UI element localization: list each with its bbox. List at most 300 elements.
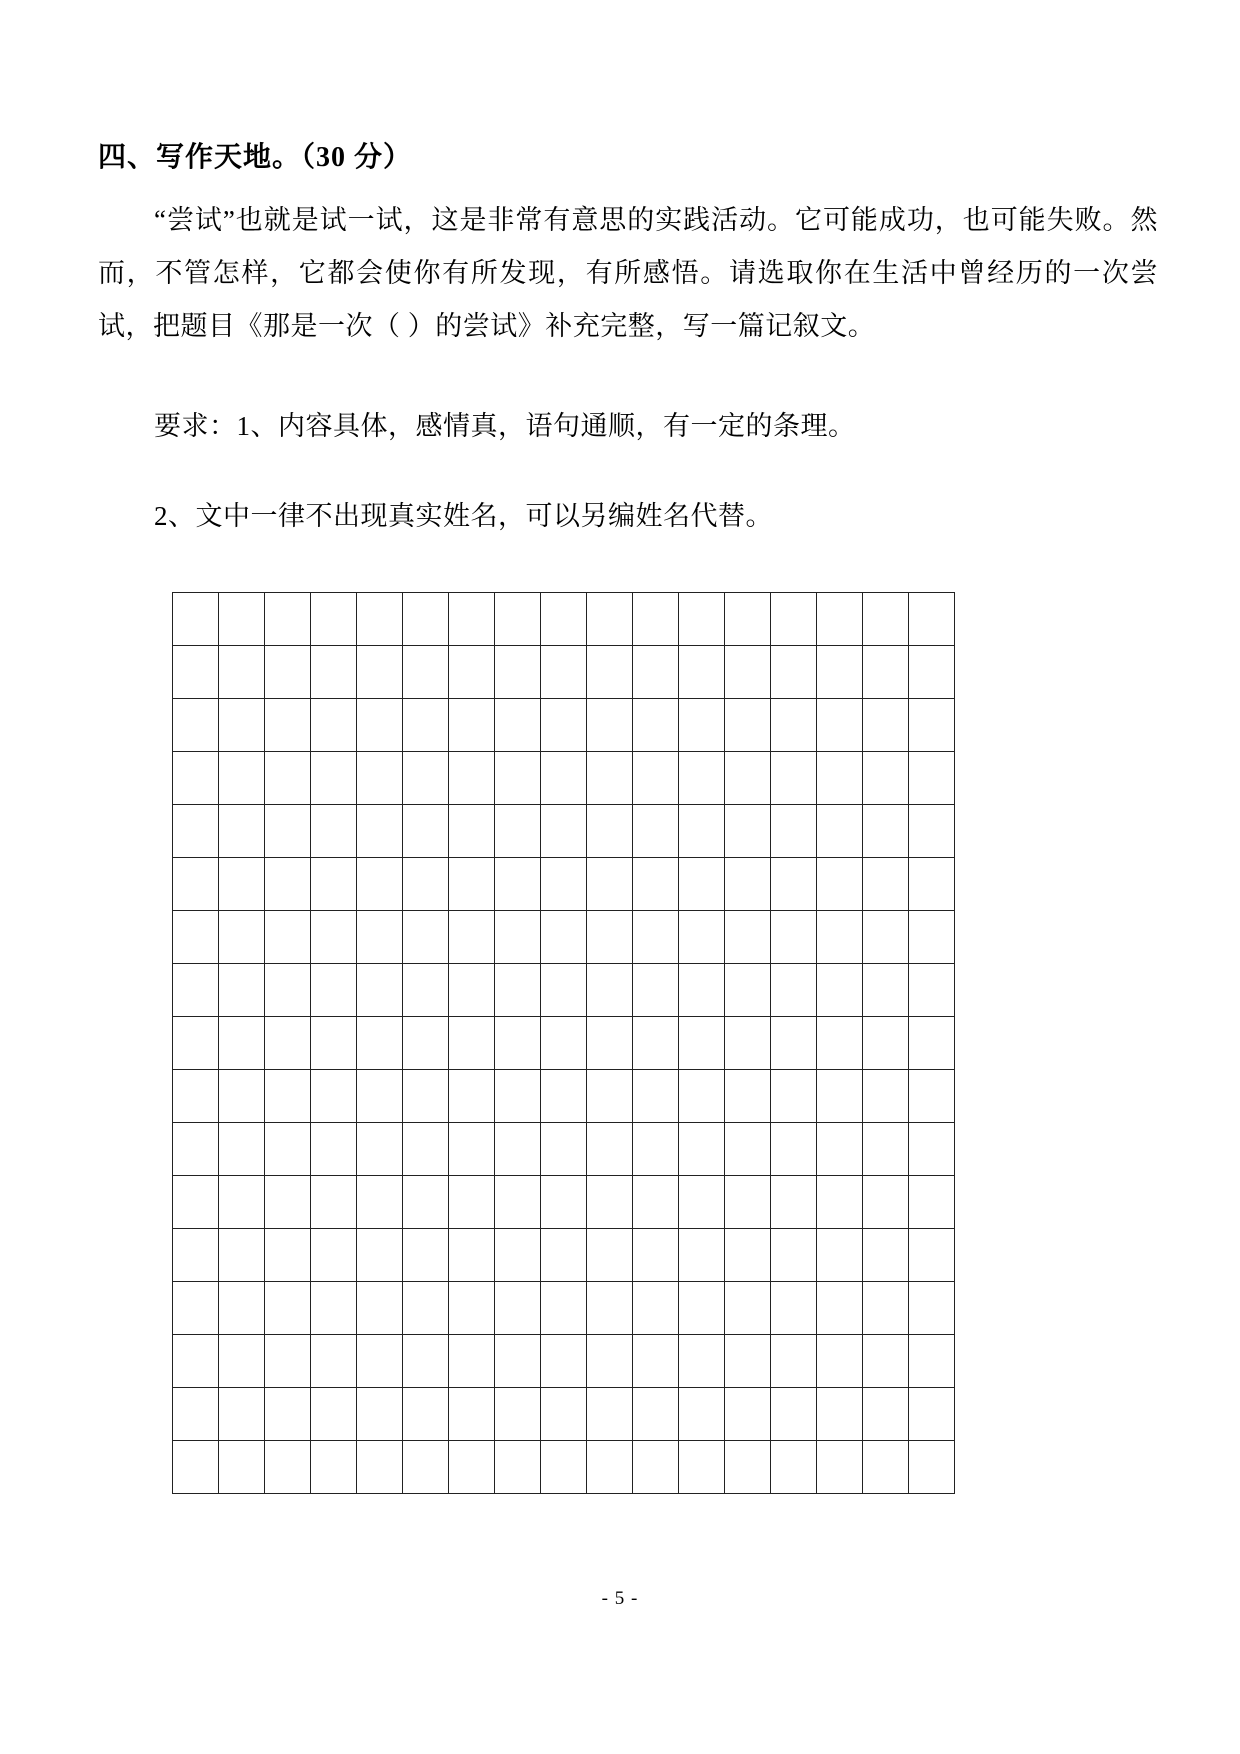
composition-grid-row xyxy=(173,1282,955,1335)
composition-grid-cell[interactable] xyxy=(173,699,219,752)
composition-grid-cell[interactable] xyxy=(863,858,909,911)
composition-grid-cell[interactable] xyxy=(725,805,771,858)
composition-grid-cell[interactable] xyxy=(173,911,219,964)
composition-grid-cell[interactable] xyxy=(817,964,863,1017)
composition-grid-cell[interactable] xyxy=(587,805,633,858)
composition-grid-cell[interactable] xyxy=(357,964,403,1017)
composition-grid-cell[interactable] xyxy=(587,1441,633,1494)
composition-grid-cell[interactable] xyxy=(219,1070,265,1123)
composition-grid-cell[interactable] xyxy=(495,1282,541,1335)
composition-grid-cell[interactable] xyxy=(219,1335,265,1388)
composition-grid-cell[interactable] xyxy=(449,699,495,752)
composition-grid-cell[interactable] xyxy=(863,911,909,964)
composition-grid-cell[interactable] xyxy=(587,1123,633,1176)
requirement-line-1: 要求：1、内容具体，感情真，语句通顺，有一定的条理。 xyxy=(154,411,856,442)
composition-grid-cell[interactable] xyxy=(495,1017,541,1070)
composition-grid-cell[interactable] xyxy=(863,1176,909,1229)
composition-grid-cell[interactable] xyxy=(219,911,265,964)
composition-grid-cell[interactable] xyxy=(449,1070,495,1123)
composition-grid-cell[interactable] xyxy=(909,1017,955,1070)
composition-grid-cell[interactable] xyxy=(817,752,863,805)
composition-grid-cell[interactable] xyxy=(725,858,771,911)
composition-grid-cell[interactable] xyxy=(587,1282,633,1335)
composition-grid-wrapper xyxy=(172,592,955,1494)
composition-grid-cell[interactable] xyxy=(863,1441,909,1494)
composition-grid-cell[interactable] xyxy=(403,805,449,858)
composition-grid-cell[interactable] xyxy=(357,805,403,858)
composition-grid-cell[interactable] xyxy=(863,1229,909,1282)
composition-grid-cell[interactable] xyxy=(725,1070,771,1123)
composition-grid-cell[interactable] xyxy=(449,1229,495,1282)
composition-grid-cell[interactable] xyxy=(633,1070,679,1123)
composition-grid-cell[interactable] xyxy=(449,1335,495,1388)
composition-grid-cell[interactable] xyxy=(219,1176,265,1229)
composition-grid-cell[interactable] xyxy=(403,1282,449,1335)
composition-grid-cell[interactable] xyxy=(357,1335,403,1388)
composition-grid-row xyxy=(173,1123,955,1176)
composition-grid-cell[interactable] xyxy=(541,1176,587,1229)
composition-grid-cell[interactable] xyxy=(541,1282,587,1335)
composition-grid-cell[interactable] xyxy=(633,1176,679,1229)
composition-grid-cell[interactable] xyxy=(449,1388,495,1441)
composition-grid-cell[interactable] xyxy=(771,699,817,752)
composition-grid-cell[interactable] xyxy=(771,1282,817,1335)
composition-grid-cell[interactable] xyxy=(587,1388,633,1441)
composition-grid-cell[interactable] xyxy=(679,646,725,699)
composition-grid-cell[interactable] xyxy=(817,593,863,646)
composition-grid-cell[interactable] xyxy=(311,805,357,858)
composition-grid-cell[interactable] xyxy=(633,593,679,646)
composition-grid-cell[interactable] xyxy=(633,1388,679,1441)
composition-grid-cell[interactable] xyxy=(725,646,771,699)
composition-grid-cell[interactable] xyxy=(633,1441,679,1494)
composition-grid-cell[interactable] xyxy=(495,699,541,752)
composition-grid-cell[interactable] xyxy=(909,1441,955,1494)
composition-grid-cell[interactable] xyxy=(541,1441,587,1494)
composition-grid-cell[interactable] xyxy=(311,1441,357,1494)
composition-grid-cell[interactable] xyxy=(587,646,633,699)
composition-grid-cell[interactable] xyxy=(633,1017,679,1070)
composition-grid-cell[interactable] xyxy=(817,699,863,752)
composition-grid-cell[interactable] xyxy=(541,805,587,858)
composition-grid-cell[interactable] xyxy=(909,1070,955,1123)
composition-grid-cell[interactable] xyxy=(495,911,541,964)
composition-grid-cell[interactable] xyxy=(265,1441,311,1494)
composition-grid-row xyxy=(173,1070,955,1123)
composition-grid-cell[interactable] xyxy=(679,805,725,858)
composition-grid-cell[interactable] xyxy=(219,805,265,858)
composition-grid-cell[interactable] xyxy=(219,752,265,805)
composition-grid-cell[interactable] xyxy=(633,752,679,805)
composition-grid-cell[interactable] xyxy=(771,646,817,699)
composition-grid-cell[interactable] xyxy=(265,1229,311,1282)
composition-grid-cell[interactable] xyxy=(633,858,679,911)
composition-grid-cell[interactable] xyxy=(771,1229,817,1282)
composition-grid-cell[interactable] xyxy=(909,646,955,699)
composition-grid-cell[interactable] xyxy=(265,646,311,699)
composition-grid-cell[interactable] xyxy=(449,1282,495,1335)
composition-grid-cell[interactable] xyxy=(449,964,495,1017)
composition-grid-cell[interactable] xyxy=(725,1229,771,1282)
composition-grid-cell[interactable] xyxy=(909,964,955,1017)
composition-grid-cell[interactable] xyxy=(817,1017,863,1070)
composition-grid-cell[interactable] xyxy=(817,1070,863,1123)
composition-grid-cell[interactable] xyxy=(771,1335,817,1388)
composition-grid-cell[interactable] xyxy=(863,593,909,646)
composition-grid-cell[interactable] xyxy=(679,1176,725,1229)
composition-grid-cell[interactable] xyxy=(265,911,311,964)
composition-grid-cell[interactable] xyxy=(863,1388,909,1441)
composition-grid-cell[interactable] xyxy=(311,1176,357,1229)
composition-grid-cell[interactable] xyxy=(403,1017,449,1070)
composition-grid-cell[interactable] xyxy=(357,699,403,752)
composition-grid-cell[interactable] xyxy=(219,646,265,699)
composition-grid-cell[interactable] xyxy=(173,805,219,858)
composition-grid-cell[interactable] xyxy=(725,1017,771,1070)
composition-grid-cell[interactable] xyxy=(725,752,771,805)
composition-grid-cell[interactable] xyxy=(449,805,495,858)
composition-grid-cell[interactable] xyxy=(725,1441,771,1494)
composition-grid-cell[interactable] xyxy=(495,1070,541,1123)
composition-grid-cell[interactable] xyxy=(449,646,495,699)
composition-grid-cell[interactable] xyxy=(219,858,265,911)
composition-grid-cell[interactable] xyxy=(817,1441,863,1494)
composition-grid-cell[interactable] xyxy=(495,805,541,858)
composition-grid-cell[interactable] xyxy=(909,752,955,805)
composition-grid-cell[interactable] xyxy=(495,1176,541,1229)
composition-grid-cell[interactable] xyxy=(495,1123,541,1176)
composition-grid-cell[interactable] xyxy=(863,752,909,805)
composition-grid-cell[interactable] xyxy=(679,858,725,911)
composition-grid-cell[interactable] xyxy=(357,1070,403,1123)
composition-grid-cell[interactable] xyxy=(725,1176,771,1229)
composition-grid-cell[interactable] xyxy=(725,593,771,646)
composition-grid-cell[interactable] xyxy=(909,911,955,964)
composition-grid-row xyxy=(173,1441,955,1494)
composition-grid-cell[interactable] xyxy=(541,858,587,911)
composition-grid-cell[interactable] xyxy=(541,1070,587,1123)
composition-grid-cell[interactable] xyxy=(403,964,449,1017)
composition-grid-cell[interactable] xyxy=(817,646,863,699)
composition-grid-cell[interactable] xyxy=(679,699,725,752)
composition-grid-cell[interactable] xyxy=(173,858,219,911)
composition-grid-cell[interactable] xyxy=(265,1176,311,1229)
composition-grid-cell[interactable] xyxy=(771,1388,817,1441)
composition-grid-cell[interactable] xyxy=(909,699,955,752)
composition-grid-cell[interactable] xyxy=(771,1123,817,1176)
composition-grid-cell[interactable] xyxy=(357,646,403,699)
composition-grid-cell[interactable] xyxy=(771,964,817,1017)
composition-grid-cell[interactable] xyxy=(265,805,311,858)
composition-grid-cell[interactable] xyxy=(679,1017,725,1070)
composition-grid-cell[interactable] xyxy=(311,1017,357,1070)
composition-grid-cell[interactable] xyxy=(311,1123,357,1176)
composition-grid-cell[interactable] xyxy=(817,1282,863,1335)
composition-grid-cell[interactable] xyxy=(909,593,955,646)
composition-grid-cell[interactable] xyxy=(679,911,725,964)
composition-grid-cell[interactable] xyxy=(541,964,587,1017)
composition-grid-cell[interactable] xyxy=(495,593,541,646)
composition-grid-cell[interactable] xyxy=(265,964,311,1017)
composition-grid-cell[interactable] xyxy=(495,1229,541,1282)
composition-grid-cell[interactable] xyxy=(219,1388,265,1441)
composition-grid-cell[interactable] xyxy=(725,699,771,752)
composition-grid-cell[interactable] xyxy=(771,1070,817,1123)
composition-grid-cell[interactable] xyxy=(311,699,357,752)
composition-grid-cell[interactable] xyxy=(357,1388,403,1441)
composition-grid-cell[interactable] xyxy=(679,1335,725,1388)
composition-grid-cell[interactable] xyxy=(633,1282,679,1335)
composition-grid-cell[interactable] xyxy=(863,1282,909,1335)
composition-grid-cell[interactable] xyxy=(909,1176,955,1229)
composition-grid-cell[interactable] xyxy=(403,1123,449,1176)
composition-grid-cell[interactable] xyxy=(725,1335,771,1388)
composition-grid-cell[interactable] xyxy=(449,1123,495,1176)
composition-grid-cell[interactable] xyxy=(265,752,311,805)
composition-grid-cell[interactable] xyxy=(541,1017,587,1070)
composition-grid-cell[interactable] xyxy=(633,964,679,1017)
composition-grid-cell[interactable] xyxy=(771,858,817,911)
composition-grid-cell[interactable] xyxy=(909,1229,955,1282)
composition-grid-cell[interactable] xyxy=(449,1441,495,1494)
composition-grid-cell[interactable] xyxy=(403,1176,449,1229)
composition-grid-cell[interactable] xyxy=(311,646,357,699)
composition-grid-cell[interactable] xyxy=(541,1229,587,1282)
composition-grid-cell[interactable] xyxy=(541,752,587,805)
composition-grid-cell[interactable] xyxy=(771,1441,817,1494)
composition-grid-cell[interactable] xyxy=(219,1123,265,1176)
composition-grid-cell[interactable] xyxy=(173,752,219,805)
composition-grid-cell[interactable] xyxy=(909,1335,955,1388)
composition-grid-cell[interactable] xyxy=(311,1335,357,1388)
composition-grid-cell[interactable] xyxy=(817,1229,863,1282)
composition-grid-cell[interactable] xyxy=(541,593,587,646)
composition-grid-cell[interactable] xyxy=(679,1070,725,1123)
composition-grid-cell[interactable] xyxy=(679,1229,725,1282)
composition-grid-cell[interactable] xyxy=(495,964,541,1017)
composition-grid-cell[interactable] xyxy=(449,593,495,646)
composition-grid-cell[interactable] xyxy=(311,752,357,805)
composition-grid-cell[interactable] xyxy=(541,1335,587,1388)
composition-grid-cell[interactable] xyxy=(587,911,633,964)
composition-grid-row xyxy=(173,593,955,646)
composition-grid-cell[interactable] xyxy=(173,1388,219,1441)
composition-grid-cell[interactable] xyxy=(909,858,955,911)
composition-grid-cell[interactable] xyxy=(863,1123,909,1176)
composition-grid-cell[interactable] xyxy=(173,964,219,1017)
composition-grid-cell[interactable] xyxy=(495,1441,541,1494)
composition-grid-cell[interactable] xyxy=(311,1070,357,1123)
composition-grid-cell[interactable] xyxy=(311,911,357,964)
composition-grid-cell[interactable] xyxy=(725,964,771,1017)
composition-grid-cell[interactable] xyxy=(863,805,909,858)
composition-grid-cell[interactable] xyxy=(173,1282,219,1335)
composition-grid-cell[interactable] xyxy=(679,593,725,646)
composition-grid-cell[interactable] xyxy=(679,1123,725,1176)
composition-grid-cell[interactable] xyxy=(587,858,633,911)
composition-grid-cell[interactable] xyxy=(633,699,679,752)
composition-grid-cell[interactable] xyxy=(725,911,771,964)
prompt-paragraph: “尝试”也就是试一试，这是非常有意思的实践活动。它可能成功，也可能失败。然而，不管怎样，它都会使你有所发现，有所感悟。请选取你在生活中曾经历的一次尝试，把题目《那是一次（ ）的尝试》补充完整，写一篇记叙文。 xyxy=(98,205,1158,342)
composition-grid-cell[interactable] xyxy=(357,752,403,805)
composition-grid-cell[interactable] xyxy=(219,1229,265,1282)
composition-grid-cell[interactable] xyxy=(311,858,357,911)
composition-grid-cell[interactable] xyxy=(449,1017,495,1070)
composition-grid-cell[interactable] xyxy=(403,1070,449,1123)
composition-grid-cell[interactable] xyxy=(403,752,449,805)
composition-grid-row xyxy=(173,699,955,752)
composition-grid-cell[interactable] xyxy=(403,858,449,911)
composition-grid-cell[interactable] xyxy=(403,593,449,646)
composition-grid-cell[interactable] xyxy=(587,1229,633,1282)
composition-grid-cell[interactable] xyxy=(173,1017,219,1070)
composition-grid-cell[interactable] xyxy=(771,593,817,646)
composition-grid-cell[interactable] xyxy=(587,964,633,1017)
composition-grid-cell[interactable] xyxy=(449,911,495,964)
composition-grid-cell[interactable] xyxy=(633,646,679,699)
composition-grid-cell[interactable] xyxy=(587,699,633,752)
composition-grid-cell[interactable] xyxy=(403,1335,449,1388)
composition-grid-cell[interactable] xyxy=(449,752,495,805)
composition-grid-cell[interactable] xyxy=(587,1335,633,1388)
composition-grid-cell[interactable] xyxy=(495,1388,541,1441)
composition-grid-cell[interactable] xyxy=(173,1123,219,1176)
composition-grid-cell[interactable] xyxy=(403,646,449,699)
composition-grid-cell[interactable] xyxy=(311,1229,357,1282)
composition-grid-cell[interactable] xyxy=(633,1229,679,1282)
composition-grid-cell[interactable] xyxy=(219,1282,265,1335)
composition-grid-cell[interactable] xyxy=(725,1388,771,1441)
composition-grid-cell[interactable] xyxy=(541,1388,587,1441)
composition-grid-cell[interactable] xyxy=(219,593,265,646)
composition-grid-cell[interactable] xyxy=(311,1282,357,1335)
composition-grid-cell[interactable] xyxy=(357,1176,403,1229)
composition-grid-cell[interactable] xyxy=(587,1070,633,1123)
composition-grid-cell[interactable] xyxy=(863,1017,909,1070)
composition-grid-cell[interactable] xyxy=(863,1335,909,1388)
composition-grid-cell[interactable] xyxy=(357,1017,403,1070)
composition-grid-cell[interactable] xyxy=(357,1123,403,1176)
composition-grid-cell[interactable] xyxy=(909,1123,955,1176)
composition-grid-cell[interactable] xyxy=(587,752,633,805)
composition-grid-cell[interactable] xyxy=(633,1335,679,1388)
composition-grid-cell[interactable] xyxy=(265,1388,311,1441)
composition-grid-cell[interactable] xyxy=(265,1335,311,1388)
composition-grid-cell[interactable] xyxy=(495,858,541,911)
composition-grid-cell[interactable] xyxy=(495,752,541,805)
composition-grid-cell[interactable] xyxy=(219,1441,265,1494)
composition-grid-cell[interactable] xyxy=(357,1229,403,1282)
composition-grid-cell[interactable] xyxy=(679,1388,725,1441)
composition-grid-cell[interactable] xyxy=(725,1123,771,1176)
composition-grid-cell[interactable] xyxy=(219,964,265,1017)
composition-grid-cell[interactable] xyxy=(817,911,863,964)
composition-grid-cell[interactable] xyxy=(771,1017,817,1070)
composition-grid-cell[interactable] xyxy=(449,858,495,911)
composition-grid-cell[interactable] xyxy=(541,699,587,752)
composition-grid-cell[interactable] xyxy=(173,593,219,646)
composition-grid-cell[interactable] xyxy=(357,1441,403,1494)
composition-grid-cell[interactable] xyxy=(403,911,449,964)
composition-grid-cell[interactable] xyxy=(863,646,909,699)
composition-grid-cell[interactable] xyxy=(817,805,863,858)
composition-grid-cell[interactable] xyxy=(909,1388,955,1441)
composition-grid-cell[interactable] xyxy=(771,752,817,805)
composition-grid-cell[interactable] xyxy=(863,964,909,1017)
composition-grid-cell[interactable] xyxy=(173,1229,219,1282)
composition-grid-cell[interactable] xyxy=(679,964,725,1017)
composition-grid-cell[interactable] xyxy=(909,805,955,858)
composition-grid-cell[interactable] xyxy=(311,1388,357,1441)
composition-grid-cell[interactable] xyxy=(219,699,265,752)
composition-grid-cell[interactable] xyxy=(173,646,219,699)
composition-grid-cell[interactable] xyxy=(357,593,403,646)
composition-grid-cell[interactable] xyxy=(265,1123,311,1176)
composition-grid-row xyxy=(173,1176,955,1229)
composition-grid-cell[interactable] xyxy=(679,1441,725,1494)
composition-grid-cell[interactable] xyxy=(495,646,541,699)
composition-grid-cell[interactable] xyxy=(817,1388,863,1441)
composition-grid-cell[interactable] xyxy=(541,911,587,964)
composition-grid-cell[interactable] xyxy=(311,964,357,1017)
composition-grid-cell[interactable] xyxy=(265,1282,311,1335)
composition-grid-cell[interactable] xyxy=(403,699,449,752)
composition-grid-cell[interactable] xyxy=(449,1176,495,1229)
composition-grid-cell[interactable] xyxy=(817,1176,863,1229)
composition-grid-cell[interactable] xyxy=(265,593,311,646)
composition-grid-cell[interactable] xyxy=(357,1282,403,1335)
composition-grid-cell[interactable] xyxy=(725,1282,771,1335)
composition-grid-cell[interactable] xyxy=(863,1070,909,1123)
composition-grid-cell[interactable] xyxy=(403,1441,449,1494)
composition-grid-cell[interactable] xyxy=(817,1335,863,1388)
composition-grid-cell[interactable] xyxy=(771,805,817,858)
composition-grid-cell[interactable] xyxy=(771,911,817,964)
composition-grid-cell[interactable] xyxy=(541,646,587,699)
composition-grid-cell[interactable] xyxy=(679,1282,725,1335)
composition-grid-cell[interactable] xyxy=(817,1123,863,1176)
composition-grid-cell[interactable] xyxy=(541,1123,587,1176)
composition-grid-cell[interactable] xyxy=(495,1335,541,1388)
composition-grid-row xyxy=(173,1335,955,1388)
composition-grid-cell[interactable] xyxy=(265,1070,311,1123)
composition-grid-cell[interactable] xyxy=(173,1335,219,1388)
composition-grid-cell[interactable] xyxy=(587,1017,633,1070)
composition-grid-cell[interactable] xyxy=(357,858,403,911)
composition-grid-cell[interactable] xyxy=(633,1123,679,1176)
composition-grid-cell[interactable] xyxy=(403,1229,449,1282)
composition-grid-cell[interactable] xyxy=(587,593,633,646)
composition-grid-cell[interactable] xyxy=(311,593,357,646)
composition-grid-cell[interactable] xyxy=(633,911,679,964)
composition-grid-cell[interactable] xyxy=(587,1176,633,1229)
composition-grid-cell[interactable] xyxy=(771,1176,817,1229)
composition-grid-cell[interactable] xyxy=(909,1282,955,1335)
composition-grid-cell[interactable] xyxy=(817,858,863,911)
composition-grid-cell[interactable] xyxy=(173,1176,219,1229)
composition-grid-cell[interactable] xyxy=(265,858,311,911)
composition-grid-cell[interactable] xyxy=(633,805,679,858)
composition-grid-cell[interactable] xyxy=(173,1070,219,1123)
composition-grid-cell[interactable] xyxy=(265,1017,311,1070)
composition-grid-cell[interactable] xyxy=(219,1017,265,1070)
composition-grid-cell[interactable] xyxy=(403,1388,449,1441)
composition-grid-cell[interactable] xyxy=(265,699,311,752)
composition-grid-cell[interactable] xyxy=(863,699,909,752)
composition-grid-cell[interactable] xyxy=(357,911,403,964)
composition-grid-cell[interactable] xyxy=(173,1441,219,1494)
composition-grid-cell[interactable] xyxy=(679,752,725,805)
